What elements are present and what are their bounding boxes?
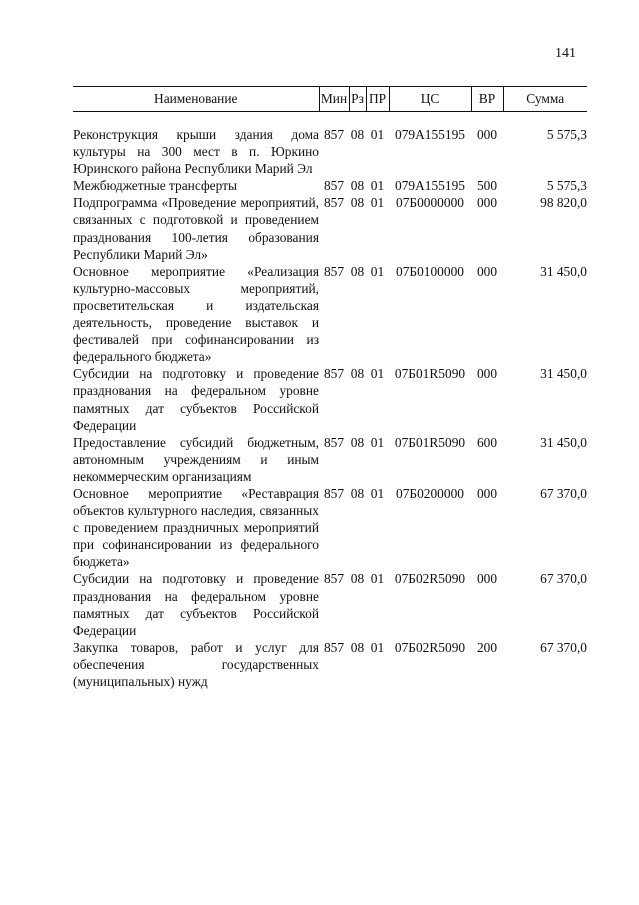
cell-vr: 000 (476, 571, 498, 587)
cell-min: 857 (323, 639, 345, 655)
cell-rz: 08 (350, 127, 365, 142)
header-cs: ЦС (389, 87, 471, 112)
cell-name: Межбюджетные трансферты (73, 178, 237, 194)
cell-name: Субсидии на подготовку и проведение празднования на федеральном уровне памятных дат субъектов Российской Федерации (73, 571, 319, 638)
table-row (73, 365, 587, 433)
table-row (73, 126, 587, 177)
cell-pr: 01 (370, 127, 385, 142)
cell-min: 857 (323, 195, 345, 211)
cell-name: Предоставление субсидий бюджетным, автономным учреждениям и иным некоммерческим организациям (73, 434, 319, 484)
table-body (73, 112, 587, 691)
table-row (73, 194, 587, 262)
cell-pr: 01 (370, 195, 385, 211)
cell-pr: 01 (370, 366, 385, 382)
cell-min: 857 (323, 127, 345, 142)
cell-cs: 079А155195 (395, 127, 465, 142)
table-row (73, 434, 587, 485)
cell-rz: 08 (350, 485, 365, 501)
cell-vr: 000 (476, 195, 498, 211)
cell-sum: 31 450,0 (540, 263, 587, 279)
cell-cs: 07Б02R5090 (394, 639, 466, 655)
cell-pr: 01 (370, 434, 385, 450)
cell-pr: 01 (370, 639, 385, 655)
cell-vr: 500 (476, 178, 498, 194)
cell-pr: 01 (370, 263, 385, 279)
cell-rz: 08 (350, 434, 365, 450)
cell-cs: 07Б01R5090 (394, 366, 466, 382)
cell-sum: 5 575,3 (546, 178, 587, 194)
cell-min: 857 (323, 434, 345, 450)
cell-sum: 31 450,0 (540, 366, 587, 382)
header-name: Наименование (73, 87, 319, 112)
cell-vr: 000 (476, 485, 498, 501)
cell-vr: 600 (476, 434, 498, 450)
cell-rz: 08 (350, 639, 365, 655)
cell-sum: 67 370,0 (540, 485, 587, 501)
cell-name: Закупка товаров, работ и услуг для обеспечения государственных (муниципальных) нужд (73, 639, 319, 689)
cell-sum: 67 370,0 (540, 571, 587, 587)
cell-min: 857 (323, 178, 345, 194)
table-row (73, 263, 587, 366)
cell-min: 857 (323, 366, 345, 382)
cell-cs: 07Б01R5090 (394, 434, 466, 450)
spacer-row (73, 112, 587, 127)
cell-sum: 5 575,3 (546, 127, 587, 142)
cell-name: Основное мероприятие «Реализация культурно-массовых мероприятий, просветительская и издательская деятельность, проведение выставок и фестивалей при софинансировании из федерального бюджета» (73, 263, 319, 365)
cell-sum: 31 450,0 (540, 434, 587, 450)
cell-cs: 07Б0200000 (396, 485, 464, 501)
cell-vr: 000 (476, 263, 498, 279)
table-row (73, 485, 587, 570)
cell-min: 857 (323, 263, 345, 279)
cell-rz: 08 (350, 571, 365, 587)
header-rz: Рз (349, 87, 366, 112)
cell-rz: 08 (350, 366, 365, 382)
cell-cs: 079А155195 (395, 178, 465, 194)
cell-name: Субсидии на подготовку и проведение празднования на федеральном уровне памятных дат субъектов Российской Федерации (73, 366, 319, 433)
cell-vr: 000 (476, 366, 498, 382)
table-header-row (73, 87, 587, 112)
cell-min: 857 (323, 571, 345, 587)
cell-sum: 67 370,0 (540, 639, 587, 655)
table-row (73, 570, 587, 638)
cell-pr: 01 (370, 178, 385, 194)
cell-name: Подпрограмма «Проведение мероприятий, связанных с подготовкой и проведением празднования 100-летия образования Республики Марий Эл» (73, 195, 319, 262)
cell-cs: 07Б0000000 (396, 195, 464, 211)
cell-name: Основное мероприятие «Реставрация объектов культурного наследия, связанных с проведением праздничных мероприятий при софинансировании из федерального бюджета» (73, 485, 319, 570)
page-number: 141 (555, 46, 576, 61)
cell-rz: 08 (350, 195, 365, 211)
header-min: Мин (319, 87, 349, 112)
cell-cs: 07Б0100000 (396, 263, 464, 279)
table-row (73, 177, 587, 194)
cell-rz: 08 (350, 178, 365, 194)
header-pr: ПР (366, 87, 389, 112)
cell-sum: 98 820,0 (540, 195, 587, 211)
cell-min: 857 (323, 485, 345, 501)
cell-pr: 01 (370, 571, 385, 587)
header-vr: ВР (471, 87, 503, 112)
budget-table (73, 86, 587, 690)
cell-vr: 000 (476, 127, 498, 142)
cell-pr: 01 (370, 485, 385, 501)
cell-name: Реконструкция крыши здания дома культуры на 300 мест в п. Юркино Юринского района Республики Марий Эл (73, 127, 319, 177)
cell-vr: 200 (476, 639, 498, 655)
cell-cs: 07Б02R5090 (394, 571, 466, 587)
header-sum: Сумма (503, 87, 587, 112)
table-row (73, 639, 587, 690)
cell-rz: 08 (350, 263, 365, 279)
